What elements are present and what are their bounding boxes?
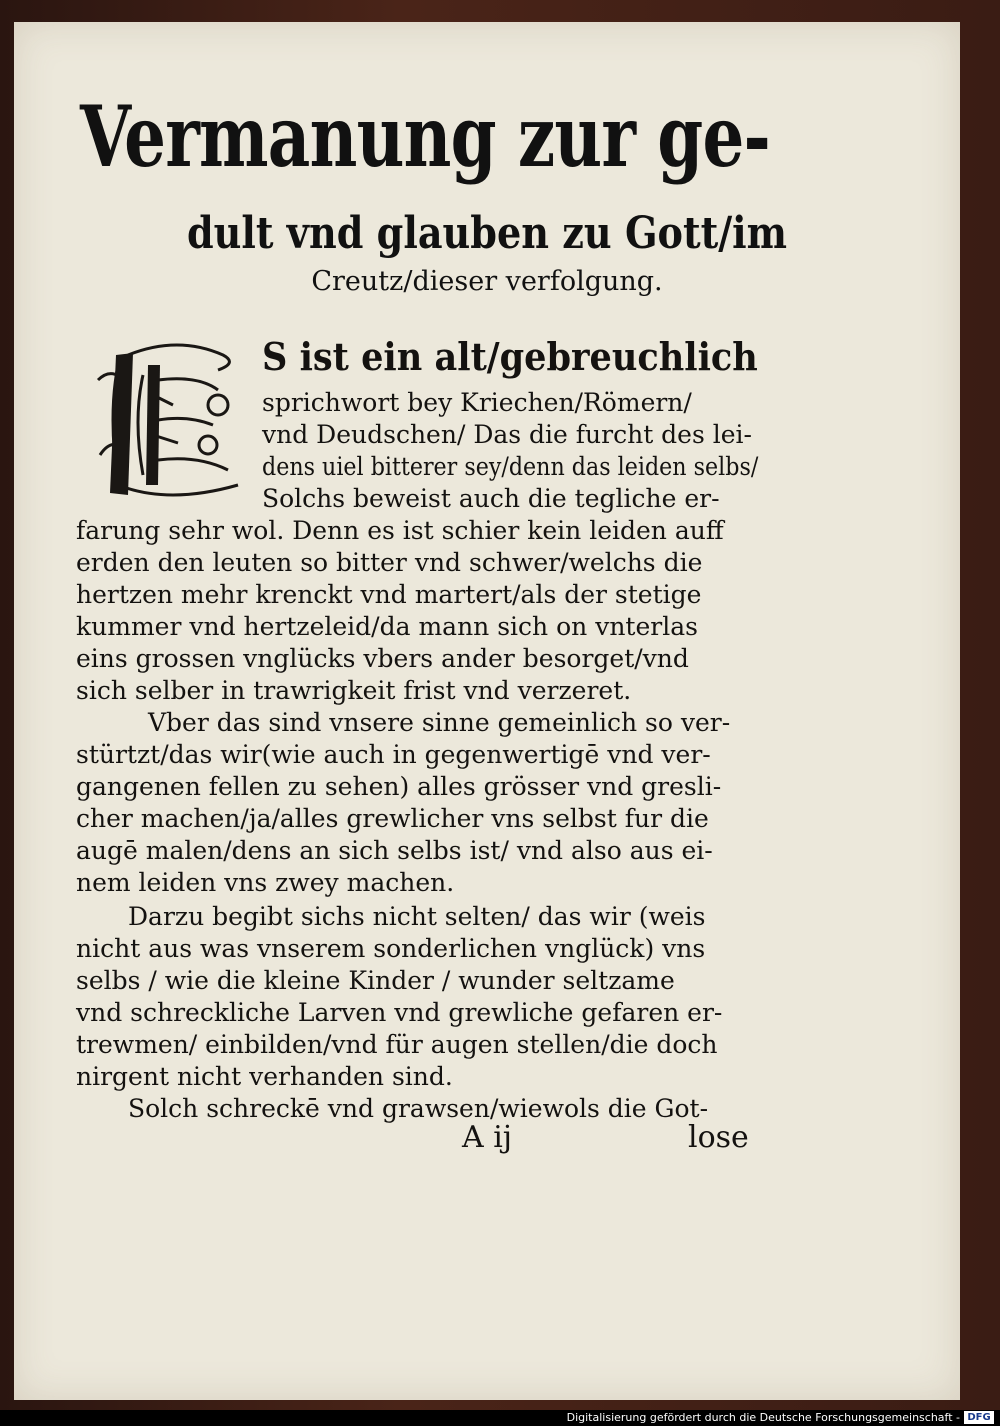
- text-line-6: farung sehr wol. Denn es ist schier kein leiden auff: [76, 516, 724, 545]
- text-line-22: trewmen/ einbilden/vnd für augen stellen/die doch: [76, 1030, 718, 1059]
- title-line-2: dult vnd glauben zu Gott/im: [186, 208, 787, 259]
- dfg-logo: DFG: [964, 1411, 994, 1424]
- text-line-5: Solchs beweist auch die tegliche er-: [262, 484, 720, 513]
- text-line-12: Vber das sind vnsere sinne gemeinlich so ver-: [148, 708, 731, 737]
- text-line-24: Solch schreckē vnd grawsen/wiewols die Got-: [128, 1094, 709, 1123]
- text-line-9: kummer vnd hertzeleid/da mann sich on vnterlas: [76, 612, 698, 641]
- text-line-8: hertzen mehr krenckt vnd martert/als der stetige: [76, 580, 702, 609]
- footer-credit: Digitalisierung gefördert durch die Deutsche Forschungsgemeinschaft -: [566, 1411, 960, 1424]
- decorated-initial-e: [88, 335, 248, 500]
- text-line-1: S ist ein alt/gebreuchlich: [262, 334, 758, 379]
- text-line-7: erden den leuten so bitter vnd schwer/welchs die: [76, 548, 703, 577]
- text-line-20: selbs / wie die kleine Kinder / wunder seltzame: [76, 966, 675, 995]
- text-line-21: vnd schreckliche Larven vnd grewliche gefaren er-: [76, 998, 723, 1027]
- text-line-16: augē malen/dens an sich selbs ist/ vnd also aus ei-: [76, 836, 713, 865]
- text-line-11: sich selber in trawrigkeit frist vnd verzeret.: [76, 676, 632, 705]
- signature-mark: A ij: [462, 1120, 513, 1155]
- text-line-17: nem leiden vns zwey machen.: [76, 868, 455, 897]
- text-line-19: nicht aus was vnserem sonderlichen vnglück) vns: [76, 934, 706, 963]
- text-line-14: gangenen fellen zu sehen) alles grösser vnd gresli-: [76, 772, 722, 801]
- text-line-18: Darzu begibt sichs nicht selten/ das wir (weis: [128, 902, 706, 931]
- text-line-3: vnd Deudschen/ Das die furcht des lei-: [262, 420, 752, 449]
- catchword: lose: [688, 1120, 749, 1155]
- title-line-3: Creutz/dieser verfolgung.: [311, 266, 663, 297]
- text-line-23: nirgent nicht verhanden sind.: [76, 1062, 453, 1091]
- text-line-15: cher machen/ja/alles grewlicher vns selbst fur die: [76, 804, 709, 833]
- text-line-10: eins grossen vnglücks vbers ander besorget/vnd: [76, 644, 689, 673]
- text-line-4: dens uiel bitterer sey/denn das leiden selbs/: [262, 452, 759, 481]
- text-line-2: sprichwort bey Kriechen/Römern/: [262, 388, 692, 417]
- text-line-13: stürtzt/das wir(wie auch in gegenwertigē vnd ver-: [76, 740, 711, 769]
- page-title: Vermanung zur ge-: [80, 87, 770, 186]
